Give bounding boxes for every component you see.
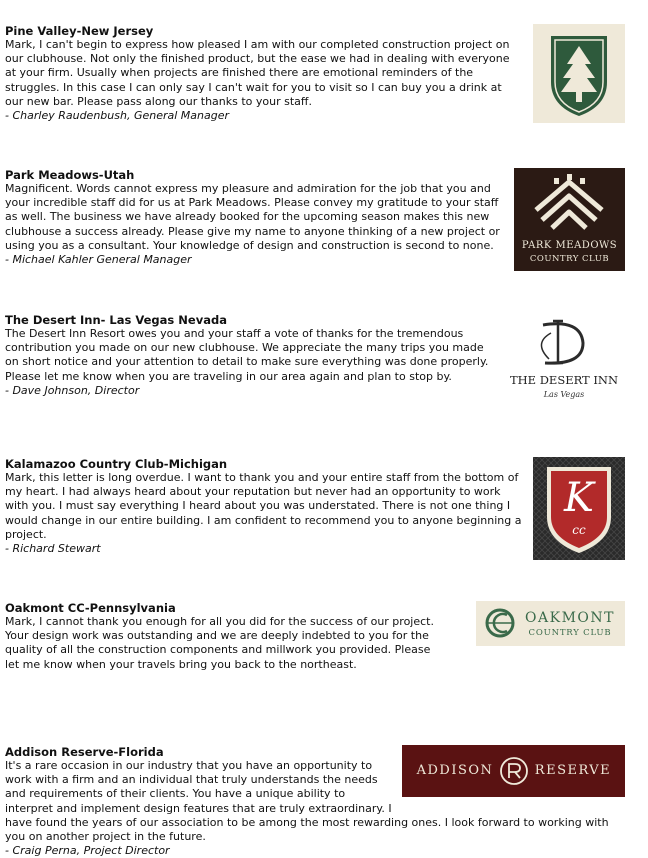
testimonial-text: Mark, this letter is long overdue. I want to thank you and your entire staff from the bottom of my heart. I had always heard about your reputation but never had an opportunity to work with you. I must say everything I heard about you was understated. There is not one thing I would change in our entire building. I am confident to recommend you to anyone beginning a project. [5, 471, 522, 541]
testimonial-title: Oakmont CC-Pennsylvania [5, 601, 176, 615]
testimonial-signature: - Michael Kahler General Manager [5, 253, 192, 267]
testimonial-pine-valley [5, 24, 520, 123]
pine-tree-shield-icon [533, 24, 625, 123]
testimonial-title: Pine Valley-New Jersey [5, 24, 154, 38]
testimonial-signature: - Richard Stewart [5, 542, 101, 556]
kalamazoo-logo [533, 457, 625, 560]
addison-reserve-logo [402, 745, 625, 797]
addison-logo-name: ADDISON [416, 763, 494, 778]
oc-monogram-icon [480, 601, 520, 646]
park-meadows-logo-sub: COUNTRY CLUB [529, 254, 610, 264]
testimonial-oakmont [5, 601, 445, 672]
testimonial-title: Kalamazoo Country Club-Michigan [5, 457, 228, 471]
testimonial-signature: - Charley Raudenbush, General Manager [5, 109, 230, 123]
di-monogram-icon [503, 313, 625, 371]
oakmont-logo-name: OAKMONT [525, 610, 615, 626]
desert-inn-logo [503, 313, 625, 407]
pine-valley-logo [533, 24, 625, 123]
testimonial-signature: - Dave Johnson, Director [5, 383, 140, 397]
testimonial-text: Mark, I can't begin to express how pleased I am with our completed construction project on our clubhouse. Not only the finished product, but the ease we had in dealing with everyone at your firm. Usually when projects are finished there are emotional reminders of the struggles. In this case I can only say I can't wait for you to visit so I can buy you a drink at our new bar. Please pass along our thanks to your staff. [5, 38, 510, 108]
testimonial-text-span: It's a rare occasion in our industry that you have an opportunity to work with a firm and an individual that truly understands the needs and requirements of their clients. You have a unique ability to interpret and implement design features that are truly extraordinary. I have found the years of our association to be among the most rewarding ones. I look forward to working with you on another project in the future. [5, 759, 609, 844]
testimonial-signature: - Craig Perna, Project Director [5, 844, 170, 858]
ar-monogram-icon [499, 756, 529, 786]
kalamazoo-logo-cc: cc [572, 523, 586, 537]
testimonial-kalamazoo [5, 457, 525, 556]
testimonial-title: The Desert Inn- Las Vegas Nevada [5, 313, 227, 327]
desert-inn-logo-name: THE DESERT INN [509, 373, 619, 387]
testimonial-title: Park Meadows-Utah [5, 168, 135, 182]
oakmont-logo-sub: COUNTRY CLUB [528, 628, 612, 638]
addison-logo-sub: RESERVE [534, 763, 612, 778]
testimonial-text: Magnificent. Words cannot express my pleasure and admiration for the job that you and your incredible staff did for us at Park Meadows. Please convey my gratitude to your staff as well. The business we have already booked for the upcoming season makes this new clubhouse a success already. Please give my name to anyone thinking of a new project or using you as a consultant. Your knowledge of design and construction is second to none. [5, 182, 500, 252]
kalamazoo-logo-letter: K [564, 475, 594, 521]
testimonial-text: Mark, I cannot thank you enough for all you did for the success of our project. Your design work was outstanding and we are deeply indebted to you for the quality of all the construction components and millwork you provided. Please let me know when your travels bring you back to the northeast. [5, 615, 434, 671]
chevron-emblem-icon [514, 168, 625, 238]
park-meadows-logo-name: PARK MEADOWS [521, 240, 618, 251]
park-meadows-logo [514, 168, 625, 271]
testimonial-park-meadows [5, 168, 500, 267]
testimonial-title: Addison Reserve-Florida [5, 745, 164, 759]
testimonial-text: The Desert Inn Resort owes you and your staff a vote of thanks for the tremendous contribution you made on our new clubhouse. We appreciate the many trips you made on short notice and your attention to detail to make sure everything was done properly. Please let me know when you are traveling in our area again and plan to stop by. [5, 327, 489, 383]
oakmont-logo [476, 601, 625, 646]
desert-inn-logo-sub: Las Vegas [543, 390, 585, 399]
testimonial-desert-inn [5, 313, 497, 398]
